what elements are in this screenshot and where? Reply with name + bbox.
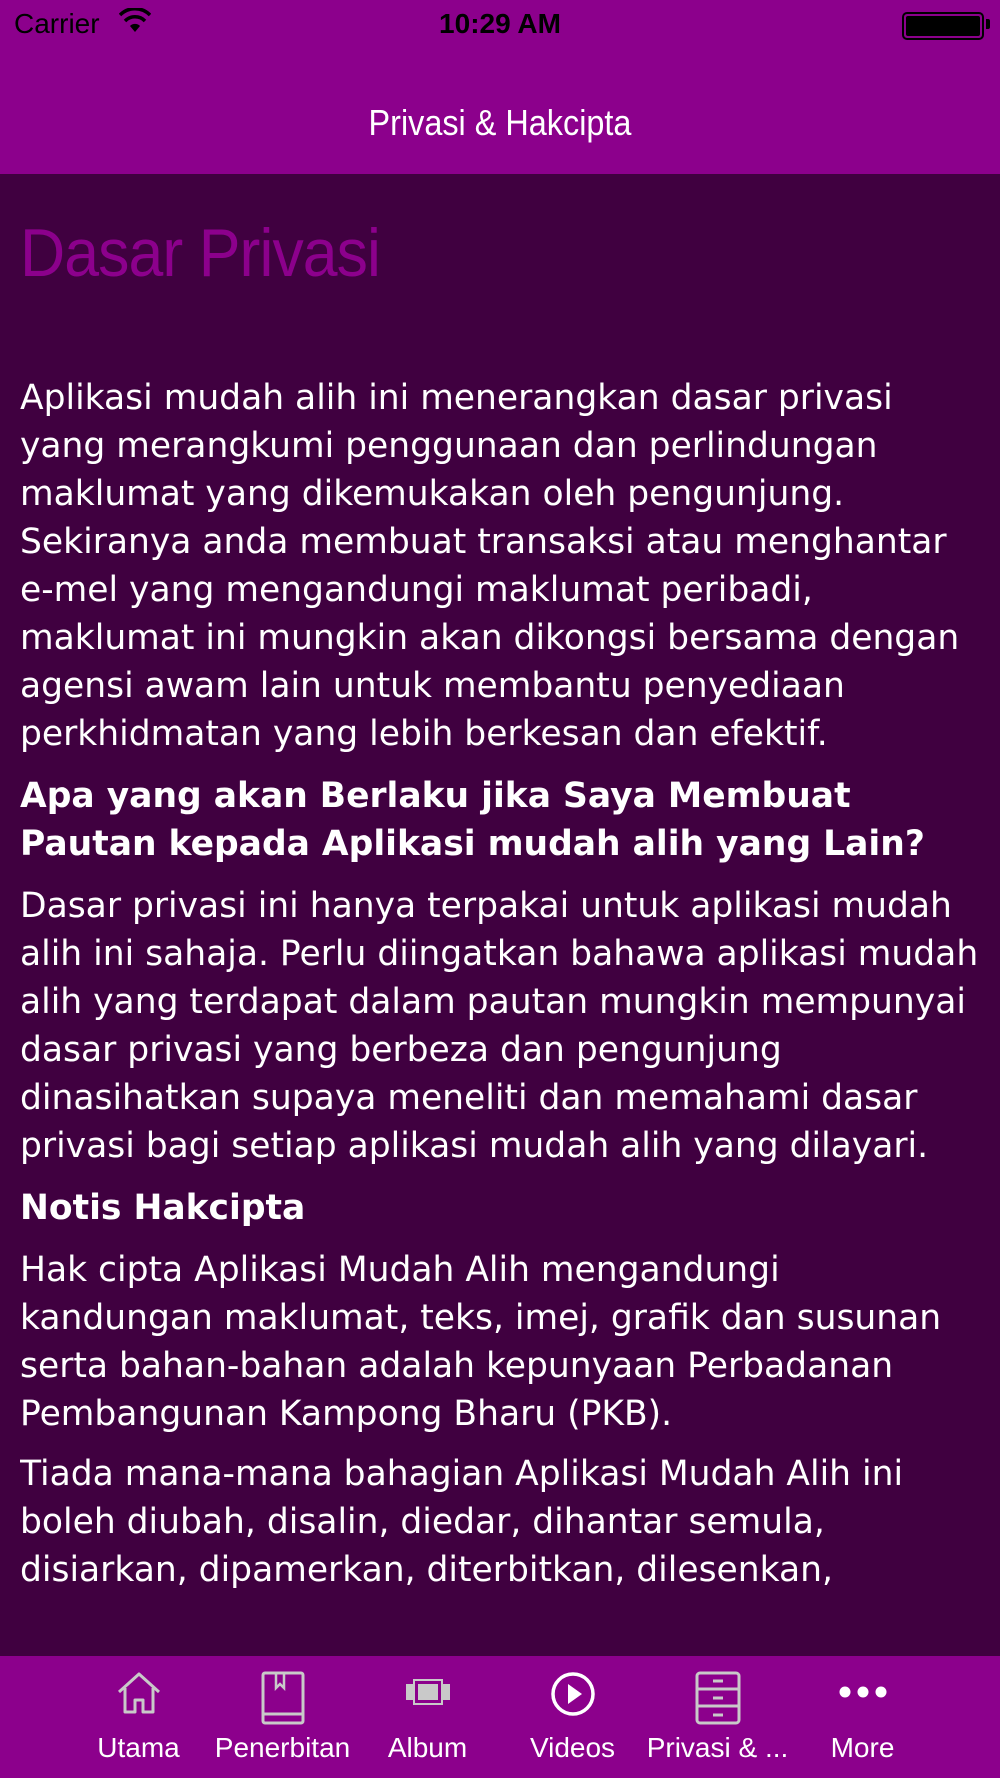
tab-privasi[interactable] <box>645 1656 790 1778</box>
navigation-bar <box>0 50 1000 174</box>
tab-label: More <box>830 1732 895 1763</box>
tab-videos[interactable] <box>500 1656 645 1778</box>
tab-label: Album <box>387 1732 468 1763</box>
tab-label: Penerbitan <box>214 1732 351 1763</box>
tab-album[interactable] <box>355 1656 500 1778</box>
paragraph-privacy: Aplikasi mudah alih ini menerangkan dasar privasi yang merangkumi penggunaan dan perlindungan maklumat yang dikemukakan oleh pengunjung. Sekiranya anda membuat transaksi atau menghantar e-mel yang mengandungi maklumat peribadi, maklumat ini mungkin akan dikongsi bersama dengan agensi awam lain untuk membantu penyediaan perkhidmatan yang lebih berkesan dan efektif. <box>20 378 960 754</box>
status-bar <box>0 0 1000 50</box>
battery-icon <box>902 12 984 36</box>
content-scroll-area[interactable] <box>20 174 980 1656</box>
tab-label: Utama <box>97 1732 180 1763</box>
more-icon <box>837 1670 889 1714</box>
nav-title: Privasi & Hakcipta <box>368 102 632 143</box>
status-time: 10:29 AM <box>439 8 561 39</box>
paragraph-copyright: Hak cipta Aplikasi Mudah Alih mengandungi kandungan maklumat, teks, imej, grafik dan susunan serta bahan-bahan adalah kepunyaan Perbadanan Pembangunan Kampong Bharu (PKB). <box>20 1250 942 1434</box>
page-title: Dasar Privasi <box>20 215 381 291</box>
tab-label: Videos <box>529 1732 616 1763</box>
book-icon <box>259 1670 307 1726</box>
play-icon <box>549 1670 597 1718</box>
subheading-links: Apa yang akan Berlaku jika Saya Membuat Pautan kepada Aplikasi mudah alih yang Lain? <box>20 776 925 864</box>
tab-utama[interactable] <box>66 1656 211 1778</box>
tab-more[interactable] <box>790 1656 935 1778</box>
tab-label: Privasi & ... <box>646 1732 789 1763</box>
carrier-label: Carrier <box>14 8 100 39</box>
home-icon <box>115 1670 163 1716</box>
tab-penerbitan[interactable] <box>210 1656 355 1778</box>
tab-bar <box>0 1656 1000 1778</box>
subheading-copyright: Notis Hakcipta <box>20 1188 306 1228</box>
album-icon <box>404 1670 452 1714</box>
paragraph-links: Dasar privasi ini hanya terpakai untuk aplikasi mudah alih ini sahaja. Perlu diingatkan bahawa aplikasi mudah alih yang terdapat dalam pautan mungkin mempunyai dasar privasi yang berbeza dan pengunjung dinasihatkan supaya meneliti dan memahami dasar privasi bagi setiap aplikasi mudah alih yang dilayari. <box>20 886 979 1166</box>
cabinet-icon <box>694 1670 742 1726</box>
paragraph-restrictions: Tiada mana-mana bahagian Aplikasi Mudah Alih ini boleh diubah, disalin, diedar, dihantar semula, disiarkan, dipamerkan, diterbitkan, dilesenkan, <box>20 1454 904 1590</box>
